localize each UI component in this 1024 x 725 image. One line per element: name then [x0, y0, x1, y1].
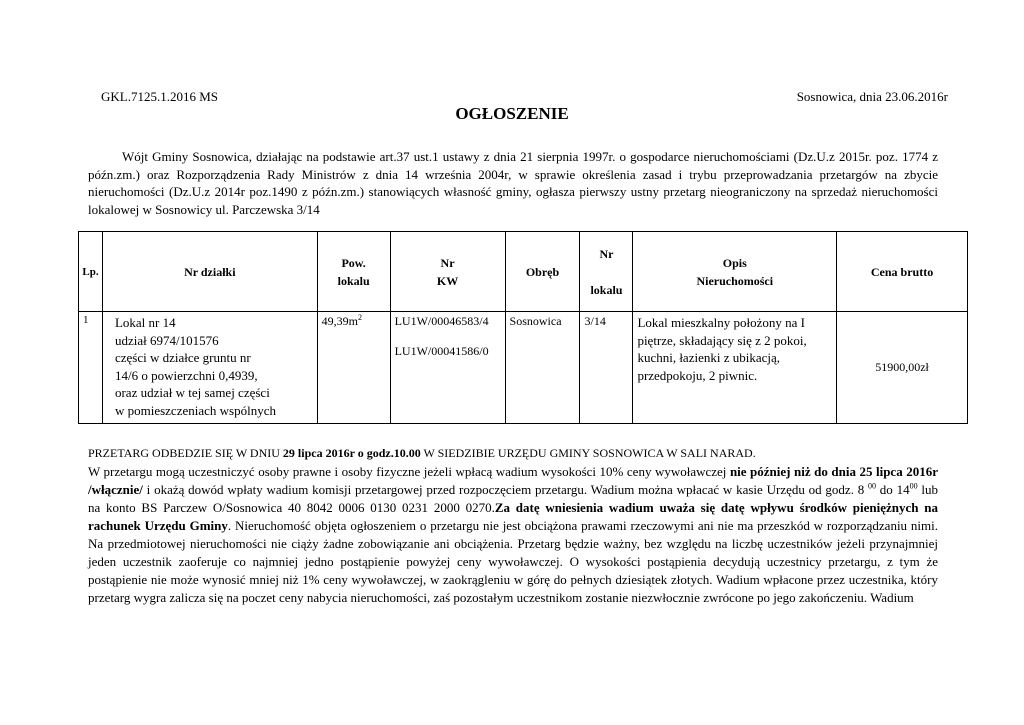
page-title: OGŁOSZENIE [455, 104, 569, 123]
header-kw-line2: KW [436, 273, 459, 288]
header-nr-lokalu [580, 232, 633, 312]
notice-text: lub na konto BS Parczew O/Sosnowica 40 8042 0006 0130 0231 2000 0270. [88, 482, 938, 515]
dzialka-line: oraz udział w tej samej części [114, 385, 270, 400]
hour-sup: 00 [868, 481, 877, 491]
auction-date-line [88, 444, 938, 462]
hour-sup: 00 [909, 481, 918, 491]
cell-cena: 51900,00zł [837, 312, 968, 424]
intro-text: Wójt Gminy Sosnowica, działając na podstawie art.37 ust.1 ustawy z dnia 21 sierpnia 1997r. o gospodarce nieruchomościami (Dz.U.z 2015r. poz. 1774 z późn.zm.) oraz Rozporządzenia Rady Ministrów z dnia 14 września 2004r, w sprawie określenia zasad i trybu przeprowadzania przetargów na zbycie nieruchomości (Dz.U.z 2014r poz.1490 z późn.zm.) stanowiących własność gminy, ogłasza pierwszy ustny przetarg nieograniczony na sprzedaż nieruchomości lokalowej w Sosnowicy ul. Parczewska 3/14 [88, 149, 938, 217]
pow-unit-sup: 2 [358, 313, 362, 322]
header-kw [390, 232, 505, 312]
notice-text: . Nieruchomość objęta ogłoszeniem o przetargu nie jest obciążona prawami rzeczowymi ani nie ma przeszkód w rozporządzaniu nimi. Na przedmiotowej nieruchomości nie ciąży żadne zobowiązanie ani obciążenia. Przetarg będzie ważny, bez względu na liczbę uczestników jeżeli przynajmniej jeden uczestnik zaoferuje co najmniej jedno postąpienie powyżej ceny wywoławczej. O wysokości postąpienia decydują uczestnicy przetargu, z tym że postąpienie nie może wynosić mniej niż 1% ceny wywoławczej, w zaokrągleniu w górę do pełnych dziesiątek złotych. Wadium wpłacone przez uczestnika, który przetarg wygra zalicza się na poczet ceny nabycia nieruchomości, zaś pozostałym uczestnikom zostanie niezwłocznie zwrócone po jego zakończeniu. Wadium [88, 518, 938, 605]
dzialka-line: Lokal nr 14 [114, 315, 176, 330]
dzialka-line: części w działce gruntu nr [114, 350, 251, 365]
cell-pow [317, 312, 390, 424]
header-cena: Cena brutto [837, 232, 968, 312]
header-opis [633, 232, 837, 312]
notice-body [88, 444, 938, 607]
pow-value: 49,39m [321, 314, 358, 328]
header-obreb: Obręb [505, 232, 580, 312]
cell-opis: Lokal mieszkalny położony na I piętrze, składający się z 2 pokoi, kuchni, łazienki z ubikacją, przedpokoju, 2 piwnic. [633, 312, 837, 424]
reference-number: GKL.7125.1.2016 MS [101, 89, 219, 104]
header-opis-line2: Nieruchomości [696, 273, 774, 288]
kw-line: LU1W/00041586/0 [394, 344, 489, 358]
notice-text: do 14 [876, 482, 910, 497]
property-table [78, 231, 968, 424]
auction-line-a: PRZETARG ODBEDZIE SIĘ W DNIU [88, 446, 283, 460]
header-pow-line1: Pow. [341, 255, 366, 270]
place-date: Sosnowica, dnia 23.06.2016r [796, 89, 948, 104]
notice-bold-clause: Za datę wniesienia wadium uważa się datę wpływu środków pieniężnych na rachunek Urzędu Gminy [88, 500, 938, 533]
header-nr-lokalu-line2: lokalu [590, 282, 623, 297]
auction-line-c: W SIEDZIBIE URZĘDU GMINY SOSNOWICA W SALI NARAD. [420, 446, 756, 460]
cell-kw [390, 312, 505, 424]
dzialka-line: w pomieszczeniach wspólnych [114, 402, 276, 418]
cell-obreb: Sosnowica [505, 312, 580, 424]
header-nr-lokalu-line1: Nr [599, 246, 614, 261]
header-pow-line2: lokalu [337, 273, 370, 288]
cell-lp: 1 [79, 312, 103, 424]
header-kw-line1: Nr [440, 255, 455, 270]
header-nr-dzialki: Nr działki [102, 232, 317, 312]
dzialka-line: 14/6 o powierzchni 0,4939, [114, 367, 258, 383]
table-header-row [79, 232, 968, 312]
table-row [79, 312, 968, 424]
notice-deadline: nie później niż do dnia 25 lipca 2016r /włącznie/ [88, 464, 938, 497]
header-opis-line1: Opis [722, 255, 747, 270]
header-lp: Lp. [79, 232, 103, 312]
notice-text: i okażą dowód wpłaty wadium komisji przetargowej przed rozpoczęciem przetargu. Wadium można wpłacać w kasie Urzędu od godz. 8 [142, 482, 869, 497]
header-pow [317, 232, 390, 312]
notice-text: W przetargu mogą uczestniczyć osoby prawne i osoby fizyczne jeżeli wpłacą wadium wysokości 10% ceny wywoławczej [88, 464, 730, 479]
dzialka-line: udział 6974/101576 [114, 332, 219, 348]
kw-line: LU1W/00046583/4 [394, 314, 489, 328]
cell-dzialka [102, 312, 317, 424]
intro-paragraph [88, 148, 938, 218]
auction-line-date: 29 lipca 2016r o godz.10.00 [282, 446, 421, 460]
cell-nr-lokalu: 3/14 [580, 312, 633, 424]
